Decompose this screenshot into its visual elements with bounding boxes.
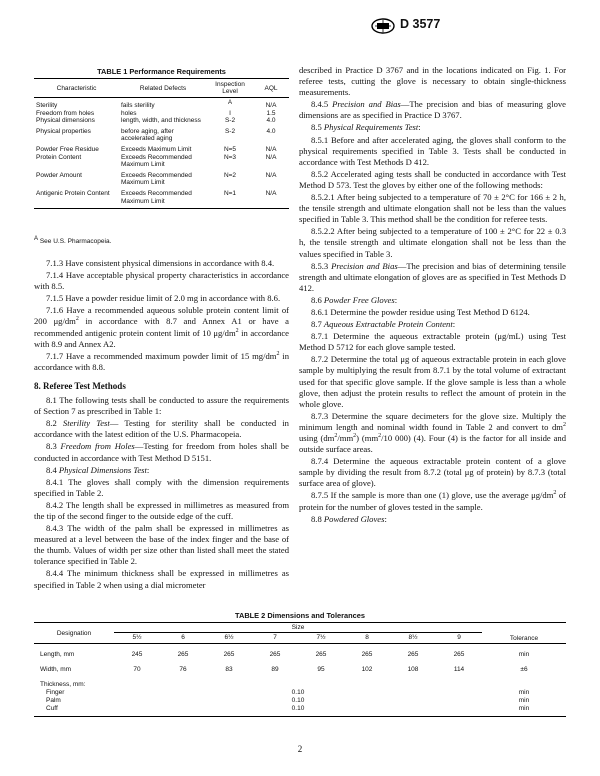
table-cell: ±6 xyxy=(520,666,528,673)
table-cell: S-2 xyxy=(224,117,236,125)
table-row xyxy=(34,117,289,125)
table-cell: min xyxy=(518,697,530,704)
table-row xyxy=(34,705,566,717)
column-header: Designation xyxy=(34,623,114,644)
table-row xyxy=(34,644,566,660)
paragraph: 8.4.3 The width of the palm shall be expressed in millimetres as measured at a level between the base of the index finger and the base of the thumb. Values of width per size other than listed shall meet the stated tolerance specified in Table 2. xyxy=(34,523,289,567)
dimensions-tolerances-table xyxy=(34,622,566,717)
table-row xyxy=(34,169,289,187)
paragraph: 8.5.2 Accelerated aging tests shall be conducted in accordance with Test Method D 573. Test the gloves by either one of the following methods: xyxy=(299,168,566,190)
table-cell: Powder Amount xyxy=(36,171,82,179)
astm-logo xyxy=(370,18,396,34)
table-cell: N=1 xyxy=(207,187,253,209)
paragraph: 8.8 Powdered Gloves: xyxy=(311,513,387,524)
table-cell: Exceeds Recommended Maximum Limit xyxy=(121,171,192,187)
table-cell: N/A xyxy=(265,102,277,109)
paragraph: 7.1.4 Have acceptable physical property characteristics in accordance with 8.5. xyxy=(34,270,289,292)
table-cell: 95 xyxy=(317,666,325,673)
table-header-row xyxy=(34,79,289,98)
table-cell: 89 xyxy=(271,666,279,673)
table-cell: Powder Free Residue xyxy=(36,145,99,153)
table-row xyxy=(34,143,289,154)
table-cell: 70 xyxy=(133,666,141,673)
table-header-row xyxy=(34,623,566,633)
size-header: 8½ xyxy=(390,633,436,644)
table-cell: N/A xyxy=(265,153,277,161)
paragraph: 8.5 Physical Requirements Test: xyxy=(311,122,421,133)
paragraph: 8.7.4 Determine the aqueous extractable protein content of a glove sample by dividing the result from 8.7.2 (total μg of protein) by 8.7.3 (total surface area of glove). xyxy=(299,456,566,489)
table-row xyxy=(34,674,566,689)
paragraph: 7.1.7 Have a recommended maximum powder limit of 15 $mg/dm^2$ in accordance with 8.8. xyxy=(34,350,289,372)
document-number: D 3577 xyxy=(400,17,441,31)
table-cell: Cuff xyxy=(34,705,114,717)
table-cell: Thickness, mm: xyxy=(40,681,86,688)
paragraph: described in Practice D 3767 and in the locations indicated on Fig. 1. For referee tests, cutting the glove is necessary to obtain single-thickness measurements. xyxy=(299,65,566,98)
paragraph: 8.5.2.2 After being subjected to a temperature of 100 ± 2°C for 22 ± 0.3 h, the tensile strength and ultimate elongation shall not be less than the values specified in Table 3. xyxy=(299,226,566,259)
table-cell: 245 xyxy=(131,651,143,658)
column-header: Tolerance xyxy=(482,623,566,644)
paragraph: 8.5.1 Before and after accelerated aging, the gloves shall conform to the physical requirements specified in Table 3. Tests shall be conducted in accordance with Test Methods D 412. xyxy=(299,134,566,167)
table-row xyxy=(34,697,566,705)
table-row xyxy=(34,689,566,697)
table-cell: 265 xyxy=(269,651,281,658)
paragraph: 8.7.2 Determine the total μg of aqueous extractable protein in each glove sample by multiplying the result from 8.7.1 by the total volume of extractant used for that specific glove sample. If the glove sample is less than a whole glove, then adjust the protein results to reflect the amount of protein in the whole glove. xyxy=(299,354,566,409)
right-column xyxy=(299,65,566,525)
column-header: AQL xyxy=(253,79,289,98)
table-cell: 265 xyxy=(223,651,235,658)
table-row xyxy=(34,98,289,110)
table-cell: N=5 xyxy=(223,145,237,153)
paragraph: 7.1.3 Have consistent physical dimensions in accordance with 8.4. xyxy=(46,258,275,268)
table-cell: Width, mm xyxy=(40,666,72,673)
table2-caption: TABLE 2 Dimensions and Tolerances xyxy=(235,611,365,620)
table-cell: min xyxy=(518,651,530,658)
table-row xyxy=(34,187,289,209)
paragraph: 7.1.5 Have a powder residue limit of 2.0 mg in accordance with 8.6. xyxy=(46,293,281,304)
paragraph: 8.5.2.1 After being subjected to a temperature of 70 ± 2°C for 166 ± 2 h, the tensile strength and ultimate elongation shall not be less than the values specified in Table 3. This method shall be the condition for referee tests. xyxy=(299,192,566,225)
size-header: 8 xyxy=(344,633,390,644)
table-cell: N/A xyxy=(253,187,289,209)
paragraph: 8.4.4 The minimum thickness shall be expressed in millimetres as specified in Table 2 when using a dial micrometer xyxy=(34,568,289,590)
paragraph: 8.3 Freedom from Holes—Testing for freedom from holes shall be conducted in accordance with Test Method D 5151. xyxy=(34,441,289,463)
performance-requirements-table xyxy=(34,78,289,209)
table-cell: Physical properties xyxy=(36,127,91,135)
table-cell: N=3 xyxy=(223,153,237,161)
table-row xyxy=(34,659,566,674)
table-cell: 1.5 xyxy=(266,109,276,117)
size-header: 7 xyxy=(252,633,298,644)
table-cell: length, width, and thickness xyxy=(121,117,201,125)
table-cell: 102 xyxy=(361,666,373,673)
table-cell: 114 xyxy=(453,666,465,673)
table-cell: 76 xyxy=(179,666,187,673)
paragraph: 8.5.3 Precision and Bias—The precision and bias of determining tensile strength and ultimate elongation of gloves are as specified in Test Methods D 412. xyxy=(299,260,566,293)
table-cell: I xyxy=(229,109,231,117)
section-heading: 8. Referee Test Methods xyxy=(34,380,126,391)
table-cell: Exceeds Maximum Limit xyxy=(121,145,192,153)
paragraph: 8.4 Physical Dimensions Test: xyxy=(46,464,150,475)
table-cell: 0.10 xyxy=(291,697,305,704)
left-column xyxy=(34,258,289,591)
table1-footnote xyxy=(34,235,289,245)
table-cell: Protein Content xyxy=(36,153,82,161)
table-cell: 265 xyxy=(453,651,465,658)
table-cell: fails sterility xyxy=(121,102,155,109)
column-header: Characteristic xyxy=(34,79,119,98)
page-number: 2 xyxy=(297,744,303,754)
paragraph: 8.4.2 The length shall be expressed in millimetres as measured from the tip of the second finger to the outside edge of the cuff. xyxy=(34,499,289,521)
table-cell: Physical dimensions xyxy=(36,117,95,125)
table-cell: 265 xyxy=(177,651,189,658)
table-cell: 0.10 xyxy=(114,705,482,717)
size-header: 6 xyxy=(160,633,206,644)
table-cell: min xyxy=(482,705,566,717)
table-cell: before aging, after accelerated aging xyxy=(121,127,174,143)
table-cell: holes xyxy=(121,109,137,117)
paragraph: 8.4.1 The gloves shall comply with the dimension requirements specified in Table 2. xyxy=(34,476,289,498)
table-cell: N/A xyxy=(265,171,277,179)
table-cell: 108 xyxy=(407,666,419,673)
table-cell: 265 xyxy=(315,651,327,658)
table-row xyxy=(34,110,289,118)
table-cell: Antigenic Protein Content xyxy=(34,187,119,209)
paragraph: 8.4.5 Precision and Bias—The precision and bias of measuring glove dimensions are as specified in Practice D 3767. xyxy=(299,99,566,121)
paragraph: 8.2 Sterility Test— Testing for sterility shall be conducted in accordance with the latest edition of the U.S. Pharmacopeia. xyxy=(34,418,289,440)
table-cell xyxy=(207,98,253,110)
table-cell: Sterility xyxy=(36,102,58,109)
table1-caption: TABLE 1 Performance Requirements xyxy=(97,67,226,76)
table-cell: 265 xyxy=(361,651,373,658)
paragraph: 7.1.6 Have a recommended aqueous soluble protein content limit of 200 $\mu g/dm^2$ in accordance with 8.7 and Annex A1 or have a recommended antigenic protein content limit of 10 $\mu g/dm^2$ in accordance with 8.9 and Annex A2. xyxy=(34,305,290,349)
paragraph: 8.7.5 If the sample is more than one (1) glove, use the average $\mu g/dm^2$ of protein for the number of gloves tested in the sample. xyxy=(299,490,566,512)
paragraph: 8.6 Powder Free Gloves: xyxy=(311,294,398,305)
table-cell: N/A xyxy=(265,145,277,153)
column-header: Size xyxy=(114,623,482,633)
table-cell: min xyxy=(518,689,530,696)
table-cell: Finger xyxy=(46,689,65,696)
paragraph: 8.7.3 Determine the square decimeters for the glove size. Multiply the minimum length and nominal width found in Table 2 and convert to $dm^2$ using $(dm^2/mm^2)$ ($mm^2/10$ 000) (4). Four (4) is the factor for all inside and outside surface areas. xyxy=(299,410,566,455)
column-header: Inspection Level xyxy=(207,79,253,98)
paragraph: 8.6.1 Determine the powder residue using Test Method D 6124. xyxy=(311,306,530,317)
column-header: Related Defects xyxy=(119,79,207,98)
table-cell: 83 xyxy=(225,666,233,673)
table-row xyxy=(34,154,289,169)
table-row xyxy=(34,125,289,143)
footnote-text: See U.S. Pharmacopeia. xyxy=(39,238,112,245)
size-header: 9 xyxy=(436,633,482,644)
table-cell: Palm xyxy=(46,697,61,704)
table-cell: 265 xyxy=(407,651,419,658)
paragraph: 8.1 The following tests shall be conducted to assure the requirements of Section 7 as prescribed in Table 1: xyxy=(34,395,289,417)
table-cell: 4.0 xyxy=(266,117,276,125)
table-cell: Freedom from holes xyxy=(36,109,95,117)
table-cell: 0.10 xyxy=(291,689,305,696)
size-header: 7½ xyxy=(298,633,344,644)
size-header: 6½ xyxy=(206,633,252,644)
table-cell: S-2 xyxy=(224,127,236,135)
table-cell: Exceeds Recommended Maximum Limit xyxy=(121,153,192,169)
paragraph: 8.7.1 Determine the aqueous extractable protein (μg/mL) using Test Method D 5712 for each glove sample tested. xyxy=(299,331,566,353)
table-cell: Length, mm xyxy=(40,651,75,658)
footnote-mark: A xyxy=(34,235,39,242)
paragraph: 8.7 Aqueous Extractable Protein Content: xyxy=(311,319,456,330)
table-cell: Exceeds Recommended Maximum Limit xyxy=(119,187,207,209)
footnote-mark: A xyxy=(227,99,232,106)
size-header: 5½ xyxy=(114,633,160,644)
table-cell: N=2 xyxy=(223,171,237,179)
table-cell: 4.0 xyxy=(266,127,276,135)
